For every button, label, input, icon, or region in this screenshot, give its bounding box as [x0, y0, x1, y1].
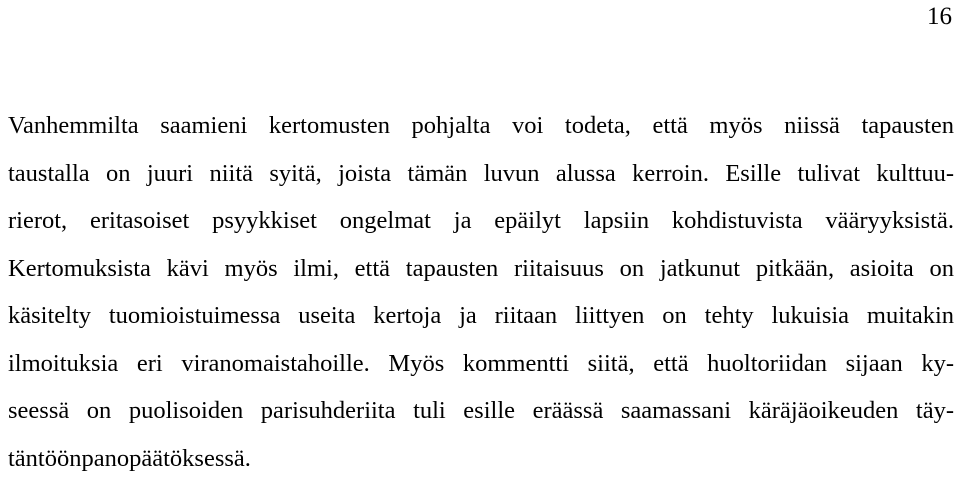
text-line: rierot, eritasoiset psyykkiset ongelmat ja epäilyt lapsiin kohdistuvista vääryyksistä. — [8, 203, 954, 251]
text-line: ilmoituksia eri viranomaistahoille. Myös kommentti siitä, että huoltoriidan sijaan ky- — [8, 346, 954, 394]
text-line: seessä on puolisoiden parisuhderiita tuli esille eräässä saamassani käräjäoikeuden täy- — [8, 393, 954, 441]
text-line: täntöönpanopäätöksessä. — [8, 441, 954, 488]
text-line: Vanhemmilta saamieni kertomusten pohjalta voi todeta, että myös niissä tapausten — [8, 108, 954, 156]
text-line: taustalla on juuri niitä syitä, joista tämän luvun alussa kerroin. Esille tulivat kulttuu- — [8, 156, 954, 204]
body-paragraph — [8, 108, 954, 488]
text-line: Kertomuksista kävi myös ilmi, että tapausten riitaisuus on jatkunut pitkään, asioita on — [8, 251, 954, 299]
text-line: käsitelty tuomioistuimessa useita kertoja ja riitaan liittyen on tehty lukuisia muitakin — [8, 298, 954, 346]
page-number: 16 — [927, 2, 952, 32]
